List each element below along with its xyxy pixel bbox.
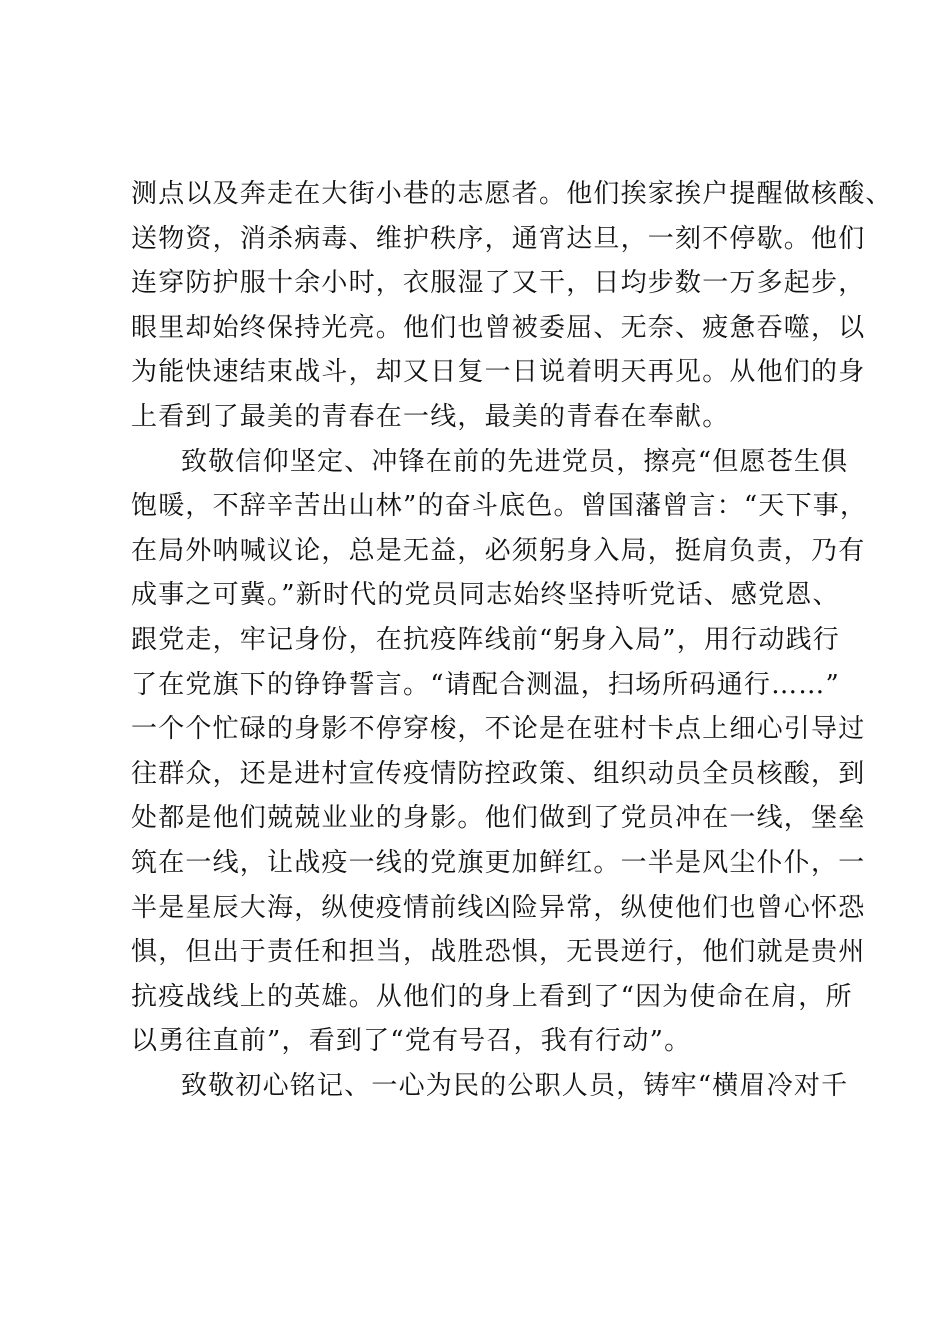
text-line: 处都是他们兢兢业业的身影。他们做到了党员冲在一线，堡垒: [131, 803, 866, 834]
paragraph-start-line: 致敬初心铭记、一心为民的公职人员，铸牢“横眉冷对千: [181, 1070, 849, 1101]
text-line: 测点以及奔走在大街小巷的志愿者。他们挨家挨户提醒做核酸、: [131, 179, 893, 209]
text-line: 在局外呐喊议论，总是无益，必须躬身入局，挺肩负责，乃有: [131, 535, 866, 566]
text-line: 成事之可冀。”新时代的党员同志始终坚持听党话、感党恩、: [131, 580, 840, 611]
text-line: 了在党旗下的铮铮誓言。“请配合测温，扫场所码通行……”: [131, 669, 840, 700]
text-line: 连穿防护服十余小时，衣服湿了又干，日均步数一万多起步，: [131, 268, 866, 299]
text-line: 往群众，还是进村宣传疫情防控政策、组织动员全员核酸，到: [131, 758, 866, 789]
text-line: 眼里却始终保持光亮。他们也曾被委屈、无奈、疲惫吞噬，以: [131, 312, 866, 343]
text-line: 以勇往直前”，看到了“党有号召，我有行动”。: [131, 1026, 692, 1057]
text-line: 一个个忙碌的身影不停穿梭，不论是在驻村卡点上细心引导过: [131, 714, 866, 745]
text-line: 跟党走，牢记身份，在抗疫阵线前“躬身入局”，用行动践行: [131, 624, 840, 655]
text-line: 上看到了最美的青春在一线，最美的青春在奉献。: [131, 401, 730, 432]
paragraph-start-line: 致敬信仰坚定、冲锋在前的先进党员，擦亮“但愿苍生俱: [181, 446, 849, 477]
text-line: 为能快速结束战斗，却又日复一日说着明天再见。从他们的身: [131, 357, 866, 388]
text-line: 送物资，消杀病毒、维护秩序，通宵达旦，一刻不停歇。他们: [131, 223, 866, 254]
text-line: 惧，但出于责任和担当，战胜恐惧，无畏逆行，他们就是贵州: [131, 937, 866, 968]
text-line: 抗疫战线上的英雄。从他们的身上看到了“因为使命在肩，所: [131, 981, 853, 1012]
body-text: [131, 172, 893, 1108]
text-line: 饱暖，不辞辛苦出山林”的奋斗底色。曾国藩曾言：“天下事，: [131, 491, 868, 522]
text-line: 筑在一线，让战疫一线的党旗更加鲜红。一半是风尘仆仆，一: [131, 847, 866, 878]
text-line: 半是星辰大海，纵使疫情前线凶险异常，纵使他们也曾心怀恐: [131, 892, 866, 923]
